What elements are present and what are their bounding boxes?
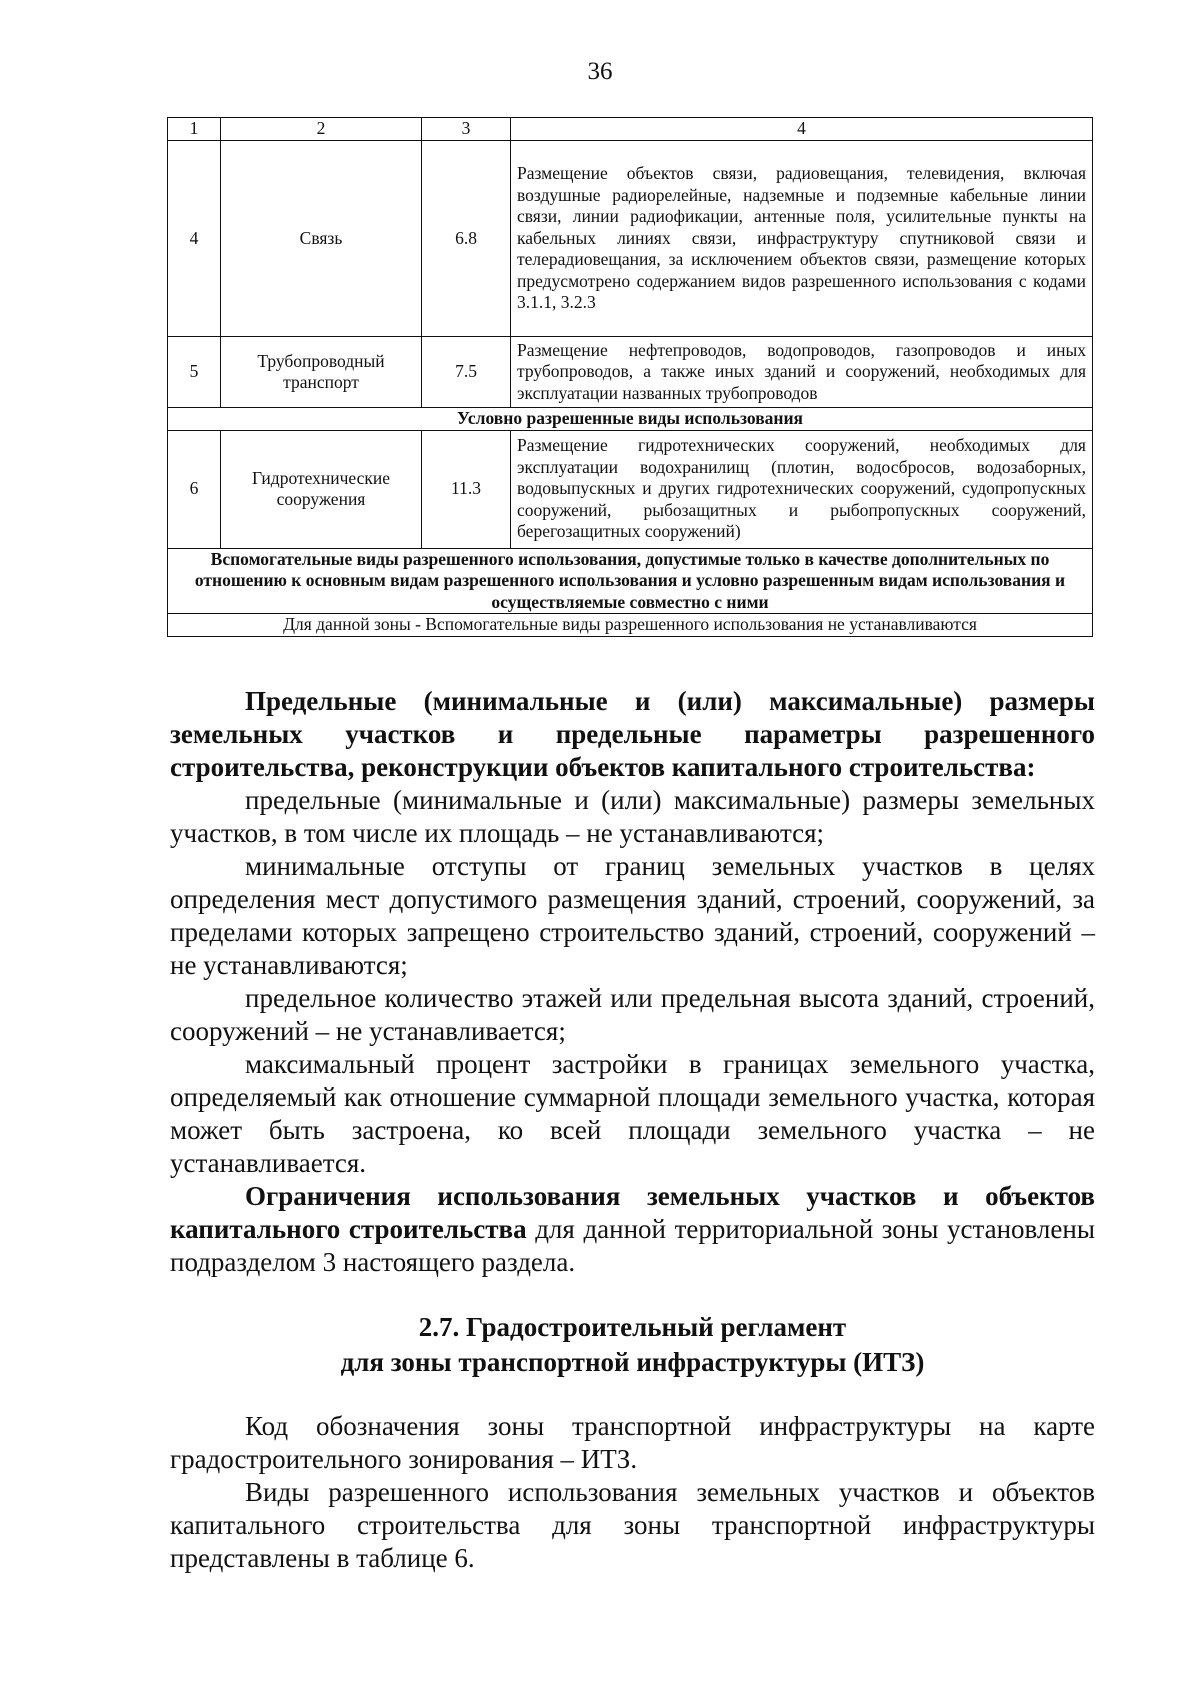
section-row xyxy=(168,408,1093,431)
use-type-name: Гидротехнические сооружения xyxy=(221,430,422,548)
use-type-name: Связь xyxy=(221,141,422,337)
use-type-description: Размещение гидротехнических сооружений, необходимых для эксплуатации водохранилищ (плотин, водосбросов, водозаборных, водовыпускных и других гидротехнических сооружений, судопропускных сооружений, рыбозащитных и рыбопропускных сооружений, берегозащитных сооружений) xyxy=(511,430,1093,548)
table-row xyxy=(168,430,1093,548)
paragraph: Код обозначения зоны транспортной инфраструктуры на карте градостроительного зонирования – ИТЗ. xyxy=(170,1411,1095,1474)
section-row xyxy=(168,614,1093,637)
restrictions-text: для данной территориальной зоны установлены подразделом 3 настоящего раздела. xyxy=(170,1214,1095,1277)
row-number: 4 xyxy=(168,141,221,337)
table-row xyxy=(168,337,1093,408)
table-header-row xyxy=(168,118,1093,141)
use-type-code: 6.8 xyxy=(422,141,511,337)
use-type-description: Размещение нефтепроводов, водопроводов, газопроводов и иных трубопроводов, а также иных зданий и сооружений, необходимых для эксплуатации названных трубопроводов xyxy=(511,337,1093,408)
conditional-uses-title: Условно разрешенные виды использования xyxy=(168,408,1093,431)
zone-note-text: Для данной зоны - Вспомогательные виды разрешенного использования не устанавливаются xyxy=(283,614,977,634)
zone-note xyxy=(168,614,1093,637)
section-heading xyxy=(170,1310,1095,1380)
paragraph: предельное количество этажей или предельная высота зданий, строений, сооружений – не устанавливается; xyxy=(170,983,1095,1046)
restrictions-paragraph xyxy=(170,1180,1095,1279)
row-number: 6 xyxy=(168,430,221,548)
paragraph: Виды разрешенного использования земельных участков и объектов капитального строительства для зоны транспортной инфраструктуры представлены в таблице 6. xyxy=(170,1477,1095,1573)
paragraph: предельные (минимальные и (или) максимальные) размеры земельных участков, в том числе их площадь – не устанавливаются; xyxy=(170,785,1095,848)
use-type-code: 11.3 xyxy=(422,430,511,548)
use-type-name: Трубопроводный транспорт xyxy=(221,337,422,408)
use-type-description: Размещение объектов связи, радиовещания, телевидения, включая воздушные радиорелейные, надземные и подземные кабельные линии связи, линии радиофикации, антенные поля, усилительные пункты на кабельных линиях связи, инфраструктуру спутниковой связи и телерадиовещания, за исключением объектов связи, размещение которых предусмотрено содержанием видов разрешенного использования с кодами 3.1.1, 3.2.3 xyxy=(511,141,1093,337)
paragraph: минимальные отступы от границ земельных участков в целях определения мест допустимого размещения зданий, строений, сооружений, за пределами которых запрещено строительство зданий, строений, сооружений – не устанавливаются; xyxy=(170,851,1095,980)
section-row xyxy=(168,548,1093,614)
auxiliary-uses-title: Вспомогательные виды разрешенного использования, допустимые только в качестве дополнительных по отношению к основным видам разрешенного использования и условно разрешенным видам использования и осуществляемые совместно с ними xyxy=(168,548,1093,614)
use-type-code: 7.5 xyxy=(422,337,511,408)
land-use-table xyxy=(167,117,1093,637)
regulation-text xyxy=(170,685,1095,1279)
paragraph: максимальный процент застройки в границах земельного участка, определяемый как отношение суммарной площади земельного участка, которая может быть застроена, ко всей площади земельного участка – не устанавливается. xyxy=(170,1049,1095,1178)
table-header-cell: 4 xyxy=(511,118,1093,141)
zone-intro-text xyxy=(170,1410,1095,1575)
table-header-cell: 2 xyxy=(221,118,422,141)
table-header-cell: 3 xyxy=(422,118,511,141)
table-row xyxy=(168,141,1093,337)
row-number: 5 xyxy=(168,337,221,408)
page-number: 36 xyxy=(587,58,613,85)
section-title-line: для зоны транспортной инфраструктуры (ИТЗ) xyxy=(340,1347,925,1377)
table-header-cell: 1 xyxy=(168,118,221,141)
section-title-line: 2.7. Градостроительный регламент xyxy=(418,1312,847,1342)
limits-heading: Предельные (минимальные и (или) максимальные) размеры земельных участков и предельные параметры разрешенного строительства, реконструкции объектов капитального строительства: xyxy=(170,686,1095,782)
restrictions-bold-text: Ограничения использования земельных участков и объектов капитального строительства xyxy=(170,1181,1095,1244)
